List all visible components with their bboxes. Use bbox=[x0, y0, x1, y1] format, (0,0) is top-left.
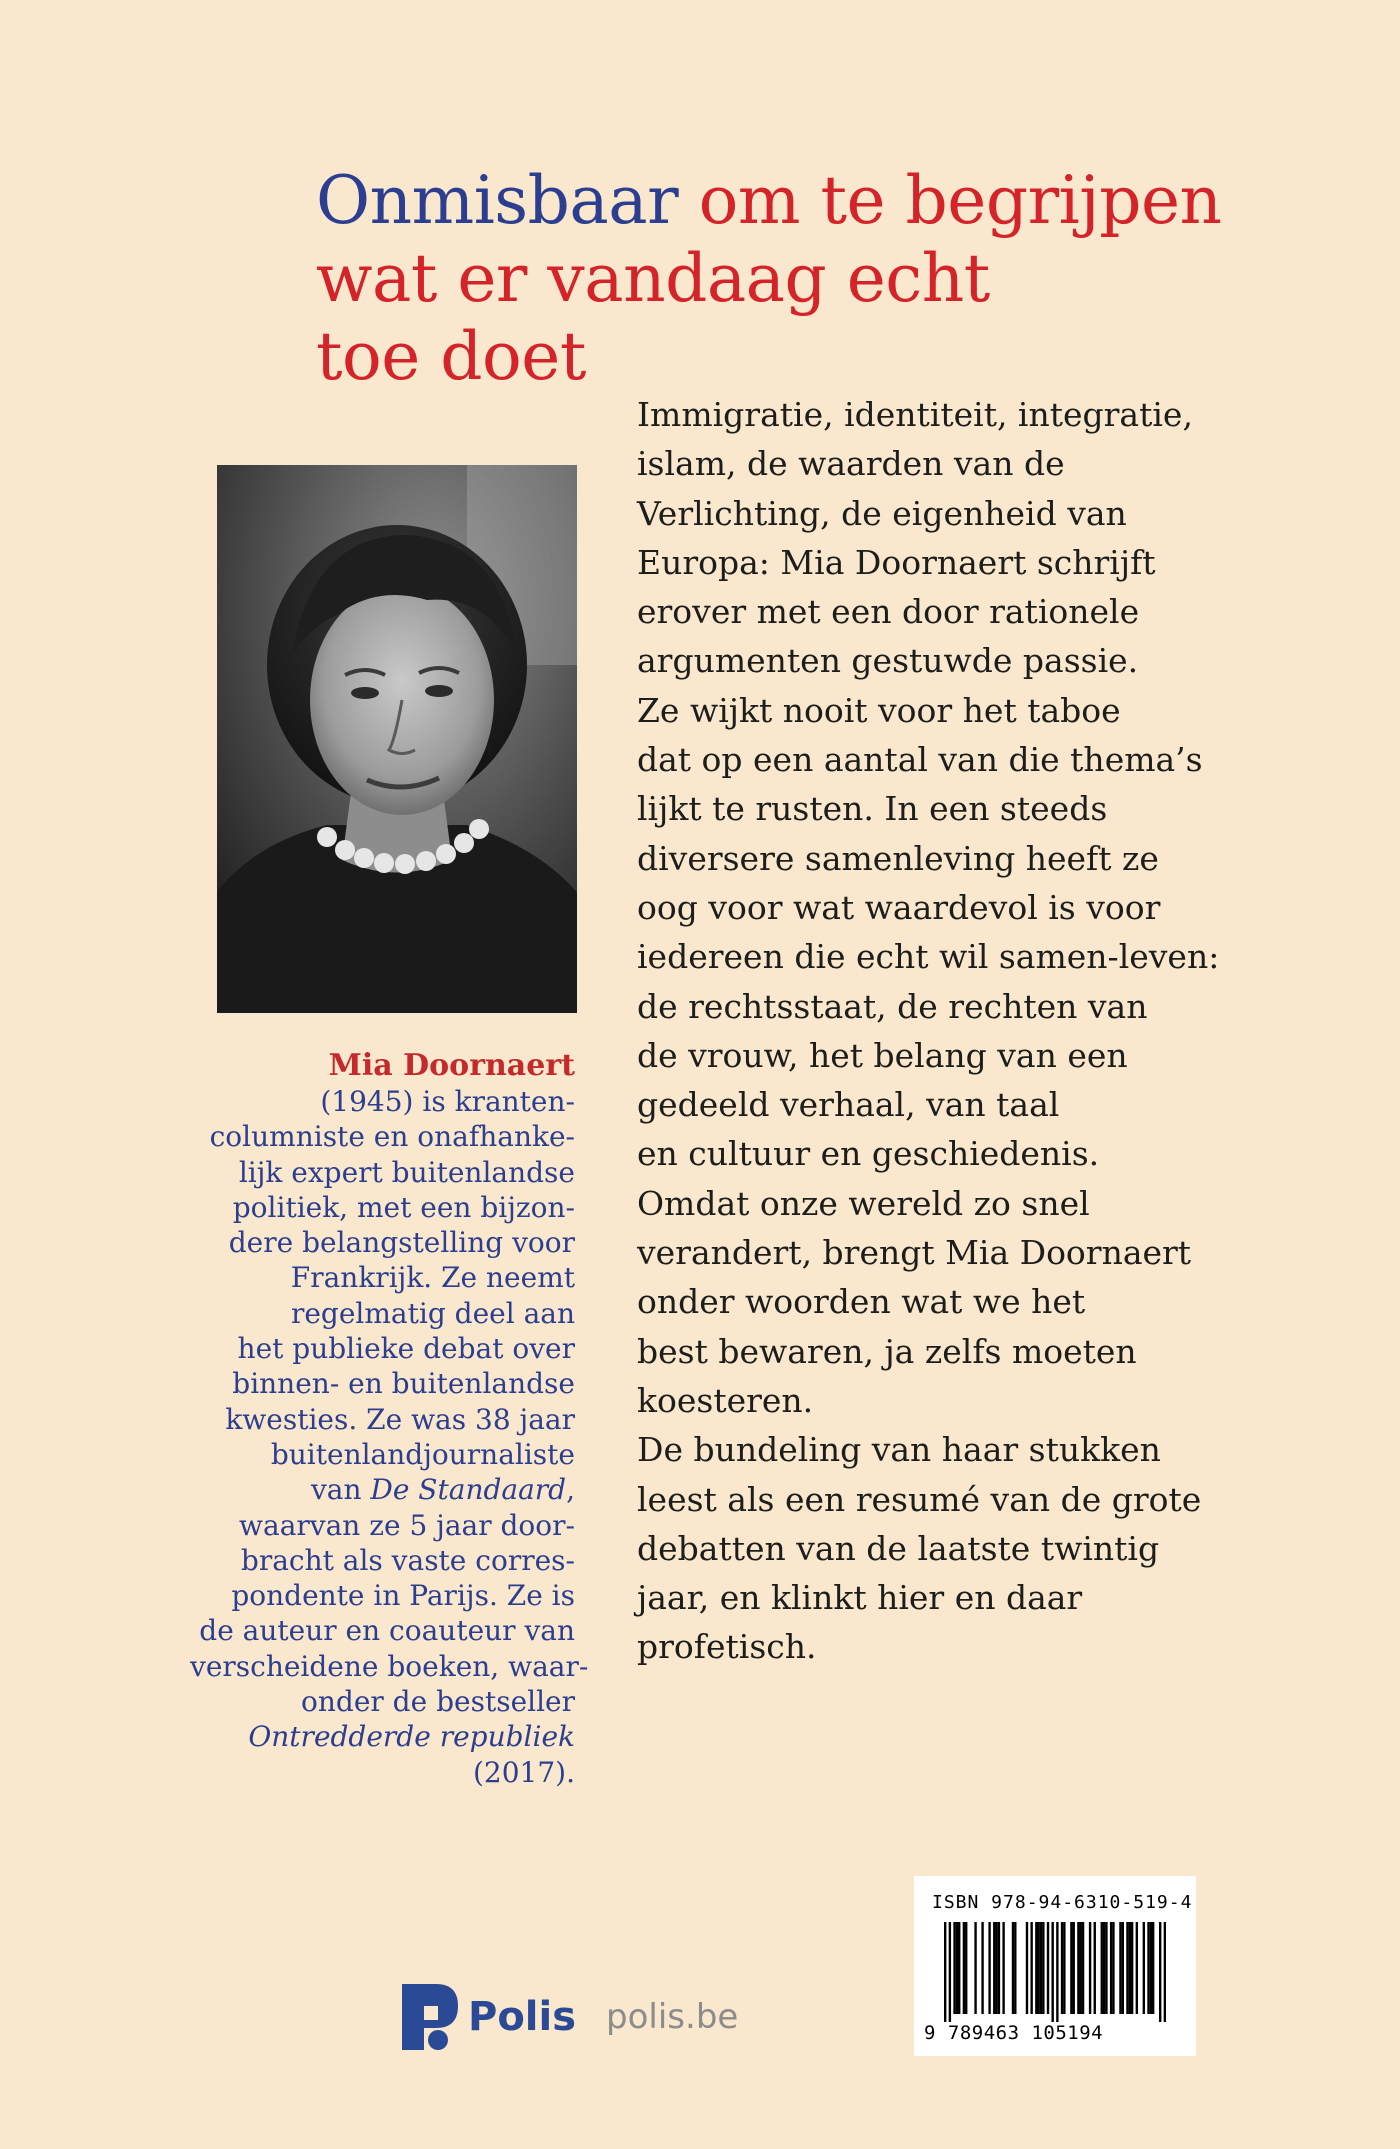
blurb-line: de rechtsstaat, de rechten van bbox=[637, 986, 1148, 1026]
barcode-bar bbox=[981, 1922, 983, 2014]
barcode-bar bbox=[1105, 1922, 1107, 2014]
blurb-line: De bundeling van haar stukken bbox=[637, 1430, 1161, 1470]
blurb-line: dat op een aantal van die thema’s bbox=[637, 740, 1203, 780]
barcode-bar bbox=[1147, 1922, 1149, 2014]
bio-line: dere belangstelling voor bbox=[228, 1226, 575, 1260]
barcode-bar bbox=[944, 1922, 946, 2022]
barcode-bar bbox=[1131, 1922, 1133, 2014]
author-photo bbox=[217, 465, 577, 1013]
barcode-bar bbox=[963, 1922, 965, 2014]
barcode-bar bbox=[1026, 1922, 1028, 2014]
barcode-bar bbox=[1112, 1922, 1114, 2014]
headline-line-1 bbox=[316, 162, 1276, 240]
bio-line: (1945) is kranten- bbox=[320, 1085, 575, 1118]
bio-line: bracht als vaste corres- bbox=[240, 1543, 575, 1577]
bestseller-year: (2017). bbox=[472, 1755, 575, 1789]
bio-line: politiek, met een bijzon- bbox=[232, 1190, 575, 1224]
barcode-bar bbox=[1129, 1922, 1131, 2014]
isbn-label: ISBN 978-94-6310-519-4 bbox=[932, 1892, 1193, 1913]
blurb-line: debatten van de laatste twintig bbox=[637, 1528, 1160, 1568]
bio-line: lijk expert buitenlandse bbox=[238, 1155, 575, 1189]
barcode-bar bbox=[1103, 1922, 1105, 2014]
bio-line: kwesties. Ze was 38 jaar bbox=[225, 1402, 575, 1436]
author-portrait-image bbox=[217, 465, 577, 1013]
publisher-name: Polis bbox=[468, 1994, 577, 2040]
bio-line-newspaper bbox=[190, 1472, 575, 1507]
bestseller-title: Ontredderde republiek bbox=[248, 1720, 575, 1754]
polis-logo-icon bbox=[402, 1984, 458, 2050]
barcode-bar bbox=[1035, 1922, 1037, 2014]
barcode-bars bbox=[944, 1922, 1166, 2022]
barcode-bar bbox=[1012, 1922, 1014, 2014]
bio-line: columniste en onafhanke- bbox=[209, 1120, 575, 1154]
newspaper-suffix: , bbox=[566, 1473, 575, 1507]
blurb-line: oog voor wat waardevol is voor bbox=[637, 887, 1161, 927]
barcode-bar bbox=[1056, 1922, 1058, 2022]
barcode-bar bbox=[1094, 1922, 1096, 2014]
barcode-bar bbox=[1126, 1922, 1128, 2014]
author-name: Mia Doornaert bbox=[328, 1048, 575, 1083]
blurb-line: de vrouw, het belang van een bbox=[637, 1035, 1128, 1075]
barcode-bar bbox=[1070, 1922, 1072, 2014]
barcode-bar bbox=[995, 1922, 997, 2014]
blurb-line: islam, de waarden van de bbox=[637, 444, 1065, 484]
headline bbox=[316, 162, 1276, 396]
publisher-logo bbox=[402, 1982, 738, 2052]
barcode-bar bbox=[949, 1922, 951, 2022]
isbn-barcode bbox=[914, 1876, 1196, 2056]
headline-line-3: toe doet bbox=[316, 318, 586, 395]
newspaper-title: De Standaard bbox=[370, 1473, 567, 1507]
barcode-bar bbox=[1063, 1922, 1065, 2014]
barcode-bar bbox=[1152, 1922, 1154, 2014]
blurb-line: lijkt te rusten. In een steeds bbox=[637, 789, 1108, 829]
barcode-bar bbox=[1037, 1922, 1039, 2014]
bio-line: waarvan ze 5 jaar door- bbox=[239, 1508, 575, 1542]
publisher-website: polis.be bbox=[606, 1997, 739, 2037]
blurb-line: Ze wijkt nooit voor het taboe bbox=[637, 690, 1121, 730]
barcode-bar bbox=[1089, 1922, 1091, 2014]
barcode-bar bbox=[1014, 1922, 1016, 2014]
blurb-line: best bewaren, ja zelfs moeten bbox=[637, 1331, 1137, 1371]
barcode-bar bbox=[1051, 1922, 1053, 2022]
bio-line: onder de bestseller bbox=[301, 1685, 575, 1719]
barcode-bar bbox=[1082, 1922, 1084, 2014]
barcode-bar bbox=[1150, 1922, 1152, 2014]
barcode-bar bbox=[1030, 1922, 1032, 2014]
blurb-line: en cultuur en geschiedenis. bbox=[637, 1134, 1100, 1174]
headline-line-2: wat er vandaag echt bbox=[316, 240, 990, 317]
barcode-bar bbox=[1159, 1922, 1161, 2022]
barcode-bar bbox=[1110, 1922, 1112, 2014]
barcode-bar bbox=[1143, 1922, 1145, 2014]
barcode-bar bbox=[1119, 1922, 1121, 2014]
barcode-bar bbox=[1061, 1922, 1063, 2014]
barcode-bar bbox=[974, 1922, 976, 2014]
barcode-bar bbox=[1073, 1922, 1075, 2014]
blurb-line: erover met een door rationele bbox=[637, 592, 1140, 632]
newspaper-prefix: van bbox=[310, 1473, 371, 1507]
bio-line: binnen- en buitenlandse bbox=[232, 1367, 575, 1401]
blurb-line: gedeeld verhaal, van taal bbox=[637, 1085, 1060, 1125]
blurb-line: diversere samenleving heeft ze bbox=[637, 838, 1159, 878]
barcode-bar bbox=[998, 1922, 1000, 2014]
blurb-line: Europa: Mia Doornaert schrijft bbox=[637, 542, 1156, 582]
barcode-bar bbox=[956, 1922, 958, 2014]
bio-line: Frankrijk. Ze neemt bbox=[290, 1261, 575, 1295]
bio-line: regelmatig deel aan bbox=[290, 1296, 575, 1330]
ean-digits: 9 789463 105194 bbox=[924, 2022, 1104, 2044]
barcode-bar bbox=[993, 1922, 995, 2014]
barcode-bar bbox=[1122, 1922, 1124, 2014]
blurb-line: profetisch. bbox=[637, 1627, 817, 1667]
headline-accent-word: Onmisbaar bbox=[316, 162, 679, 239]
barcode-bar bbox=[1042, 1922, 1044, 2014]
blurb-line: verandert, brengt Mia Doornaert bbox=[637, 1233, 1192, 1273]
barcode-bar bbox=[1080, 1922, 1082, 2014]
blurb-line: onder woorden wat we het bbox=[637, 1282, 1086, 1322]
barcode-bar bbox=[958, 1922, 960, 2014]
barcode-bar bbox=[953, 1922, 955, 2014]
barcode-bar bbox=[1047, 1922, 1049, 2014]
bio-line: de auteur en coauteur van bbox=[199, 1614, 575, 1648]
blurb-line: koesteren. bbox=[637, 1380, 814, 1420]
headline-line-1-rest: om te begrijpen bbox=[678, 162, 1222, 239]
blurb-line: iedereen die echt wil samen-leven: bbox=[637, 937, 1220, 977]
barcode-bar bbox=[1040, 1922, 1042, 2014]
author-bio bbox=[190, 1046, 589, 1790]
barcode-bar bbox=[988, 1922, 990, 2014]
bio-line: verscheidene boeken, waar- bbox=[190, 1649, 589, 1683]
blurb-line: Immigratie, identiteit, integratie, bbox=[637, 395, 1193, 434]
blurb-line: argumenten gestuwde passie. bbox=[637, 641, 1139, 681]
bio-line: buitenlandjournaliste bbox=[270, 1437, 575, 1471]
blurb-text bbox=[637, 390, 1257, 1672]
barcode-bar bbox=[1002, 1922, 1004, 2014]
barcode-bar bbox=[1136, 1922, 1138, 2014]
blurb-line: leest als een resumé van de grote bbox=[637, 1479, 1202, 1519]
barcode-bar bbox=[1164, 1922, 1166, 2022]
blurb-line: jaar, en klinkt hier en daar bbox=[637, 1578, 1083, 1618]
barcode-bar bbox=[965, 1922, 967, 2014]
blurb-line: Omdat onze wereld zo snel bbox=[637, 1183, 1090, 1223]
bio-line: pondente in Parijs. Ze is bbox=[231, 1579, 575, 1613]
bio-line: het publieke debat over bbox=[237, 1332, 575, 1366]
barcode-bar bbox=[1077, 1922, 1079, 2014]
blurb-line: Verlichting, de eigenheid van bbox=[637, 493, 1127, 533]
barcode-bar bbox=[1101, 1922, 1103, 2014]
